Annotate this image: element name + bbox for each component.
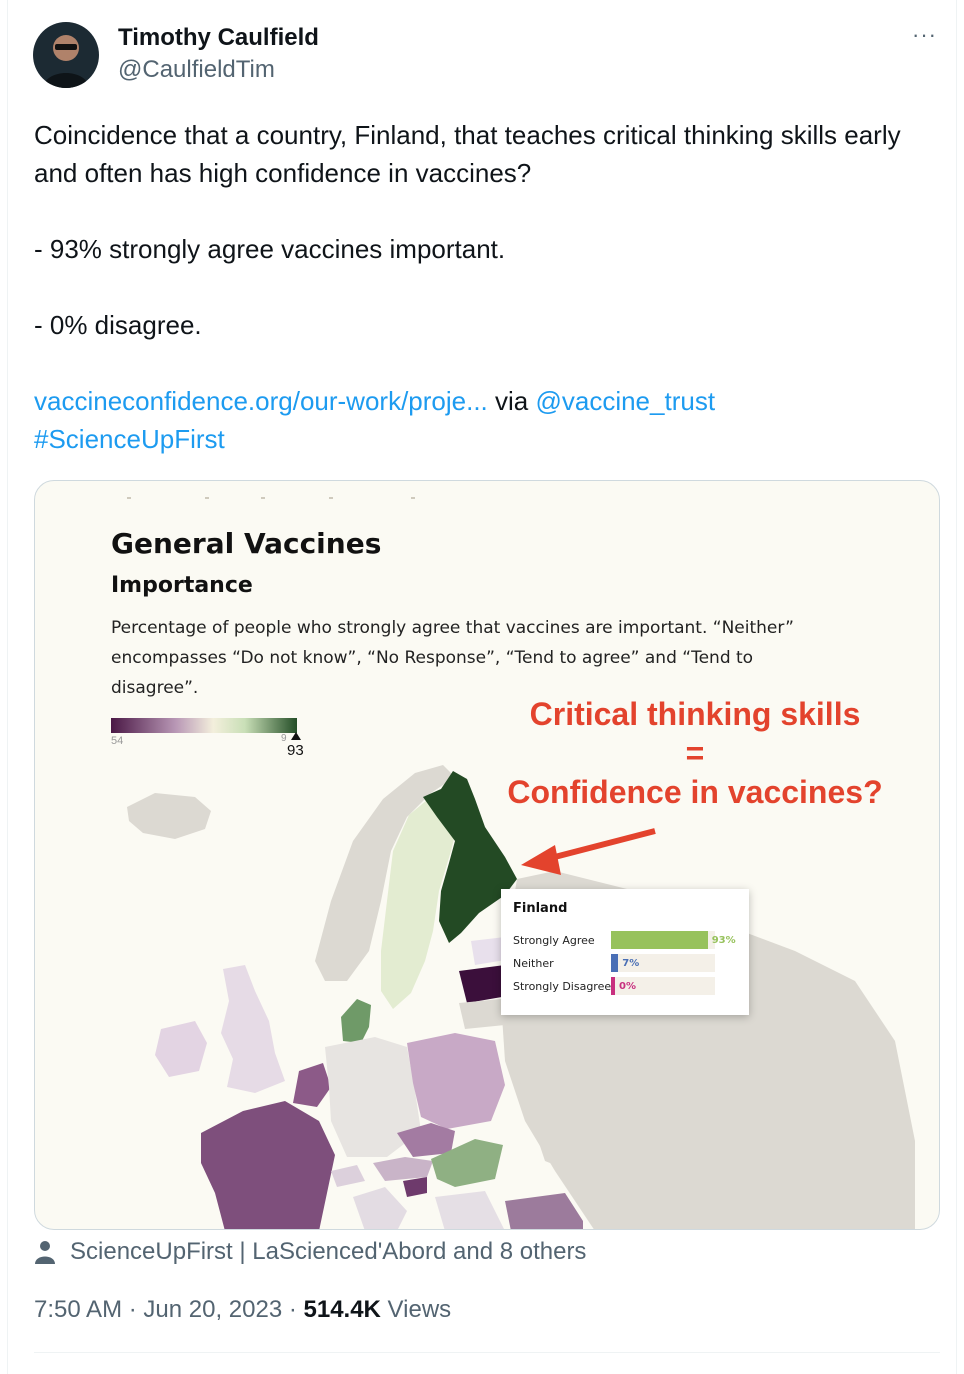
tweet-line: - 0% disagree. — [34, 310, 202, 340]
callout-line: = — [685, 735, 705, 771]
tweet-line: - 93% strongly agree vaccines important. — [34, 234, 506, 264]
map-lithuania — [459, 999, 505, 1029]
callout-text — [475, 695, 915, 812]
tweet-line: Coincidence that a country, Finland, that teaches critical thinking skills early and often has high confidence in vaccines? — [34, 120, 901, 188]
avatar[interactable] — [33, 22, 99, 88]
tweet-text — [34, 116, 934, 458]
mention-link[interactable]: @vaccine_trust — [535, 386, 716, 416]
social-context-link[interactable]: ScienceUpFirst | LaScienced'Abord and 8 others — [70, 1238, 587, 1265]
external-link[interactable]: vaccineconfidence.org/our-work/proje... — [34, 386, 488, 416]
map-iceland — [127, 793, 211, 839]
hashtag-link[interactable]: #ScienceUpFirst — [34, 424, 225, 454]
divider — [34, 1352, 940, 1353]
callout-line: Confidence in vaccines? — [507, 774, 883, 810]
more-options-icon[interactable]: ··· — [912, 22, 937, 47]
color-legend — [111, 718, 297, 733]
map-ireland — [155, 1021, 207, 1077]
chart-subtitle: Importance — [111, 573, 253, 598]
legend-max-label: 93 — [287, 742, 304, 759]
map-france — [201, 1101, 335, 1230]
media-image[interactable] — [34, 480, 940, 1230]
map-italy — [353, 1187, 407, 1230]
map-denmark — [341, 999, 371, 1043]
chart-description: Percentage of people who strongly agree that vaccines are important. “Neither” encompasses “Do not know”, “No Response”, “Tend to agree” and “Tend to disagree”. — [111, 618, 794, 698]
tooltip-row — [513, 931, 743, 951]
tooltip-value: 93% — [711, 935, 736, 946]
chart-title: General Vaccines — [111, 527, 382, 560]
map-switzerland — [331, 1165, 365, 1187]
map-poland — [407, 1033, 505, 1129]
tooltip-label: Strongly Agree — [513, 934, 595, 947]
tooltip-row — [513, 977, 743, 997]
tooltip-bar — [611, 954, 618, 972]
legend-marker-icon — [291, 732, 301, 740]
tooltip-value: 7% — [622, 958, 640, 969]
map-balkans — [435, 1191, 505, 1230]
tooltip-label: Neither — [513, 957, 554, 970]
tooltip-country: Finland — [513, 901, 568, 916]
map-benelux — [293, 1063, 331, 1107]
views-label: Views — [380, 1296, 452, 1323]
tooltip-label: Strongly Disagree — [513, 980, 612, 993]
person-icon — [34, 1240, 56, 1264]
author-handle[interactable]: @CaulfieldTim — [118, 56, 275, 83]
legend-min-label: 54 — [111, 735, 124, 747]
via-text: via — [487, 386, 536, 416]
tooltip-value: 0% — [619, 981, 636, 992]
tweet-meta — [34, 1296, 451, 1324]
author-name[interactable]: Timothy Caulfield — [118, 24, 319, 51]
views-count: 514.4K — [303, 1296, 381, 1323]
map-uk — [221, 965, 285, 1093]
tooltip-row — [513, 954, 743, 974]
tooltip-bar — [611, 977, 615, 995]
map-romania — [505, 1193, 583, 1230]
callout-line: Critical thinking skills — [529, 696, 861, 732]
timestamp-link[interactable]: 7:50 AM · Jun 20, 2023 · — [34, 1296, 304, 1323]
map-slovenia — [403, 1177, 427, 1197]
legend-tick-label: 9 — [281, 733, 287, 744]
map-austria — [373, 1157, 433, 1181]
country-tooltip — [501, 889, 749, 1015]
tooltip-bar — [611, 931, 708, 949]
